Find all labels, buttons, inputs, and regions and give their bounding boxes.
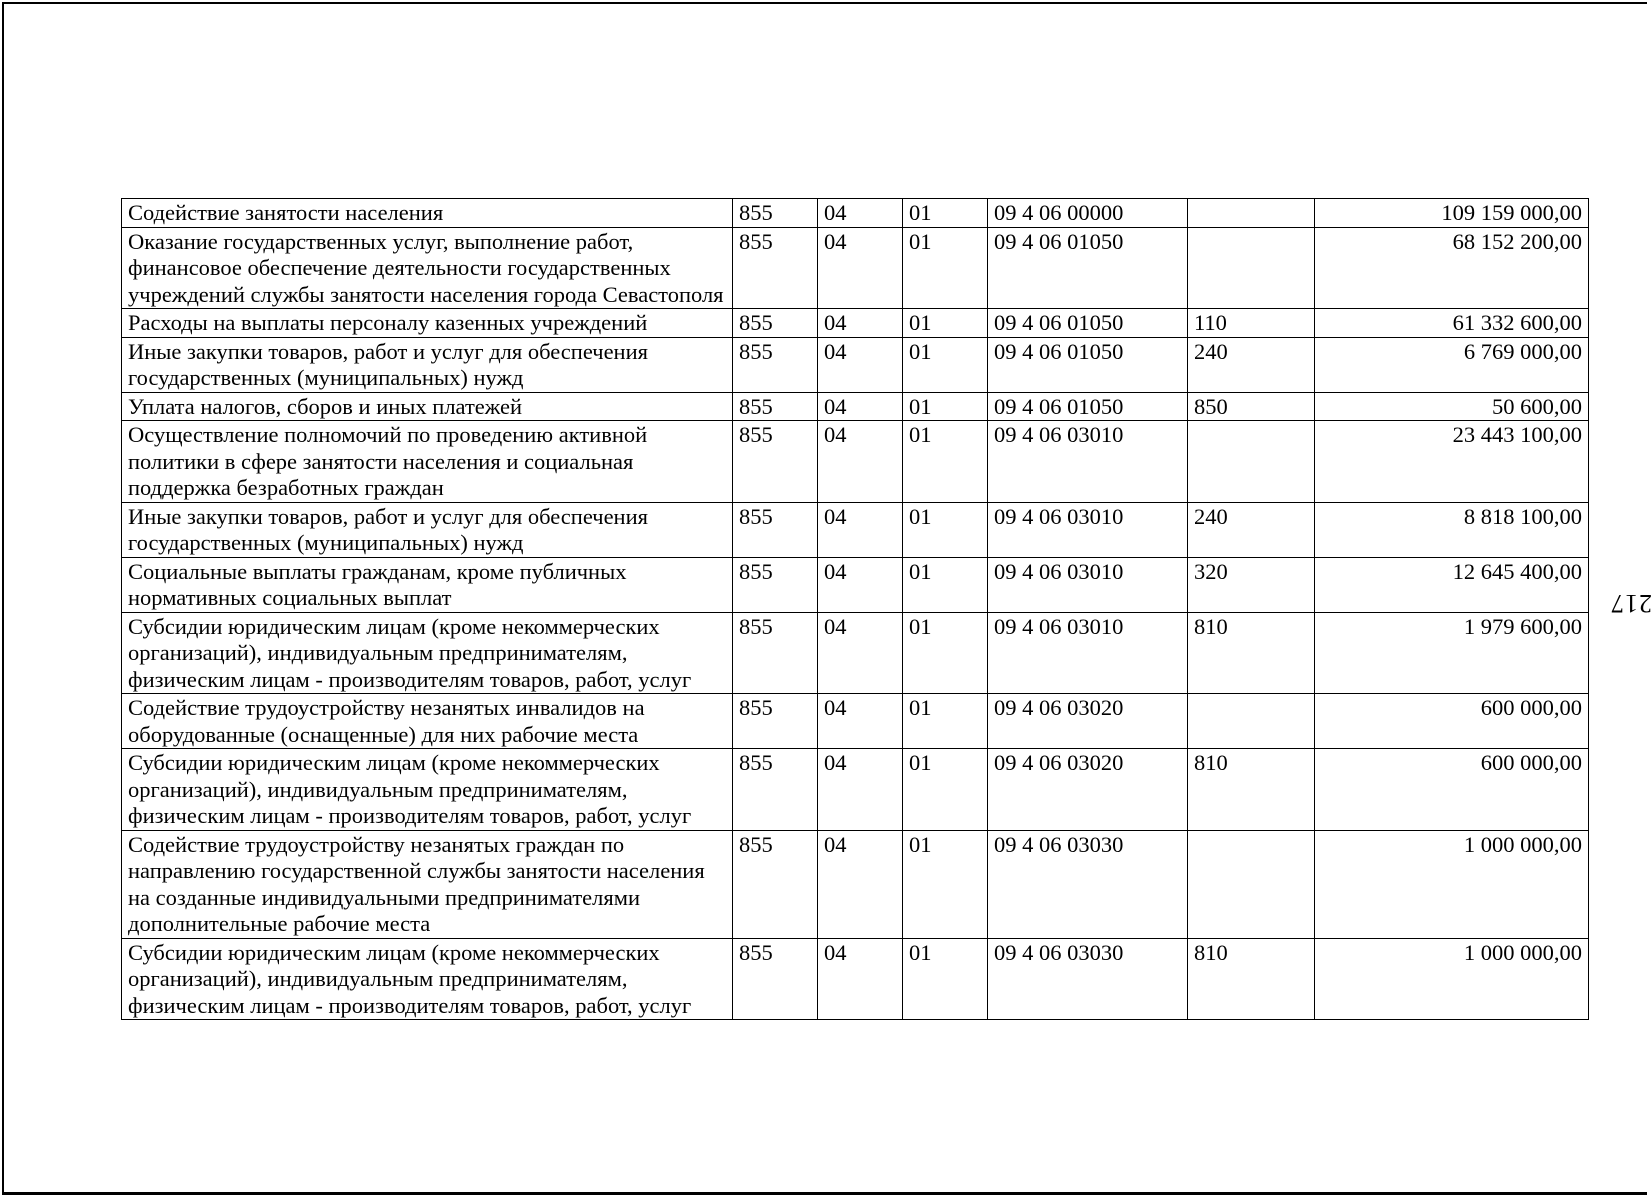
target-article-cell: 09 4 06 01050 <box>988 337 1188 392</box>
table-row <box>122 392 1589 421</box>
table-row <box>122 612 1589 694</box>
section-code-cell: 04 <box>818 309 903 338</box>
amount-cell: 68 152 200,00 <box>1315 227 1589 309</box>
target-article-cell: 09 4 06 03010 <box>988 421 1188 503</box>
section-code-cell: 04 <box>818 938 903 1020</box>
expense-type-cell <box>1188 227 1315 309</box>
section-code-cell: 04 <box>818 557 903 612</box>
section-code-cell: 04 <box>818 749 903 831</box>
amount-cell: 1 979 600,00 <box>1315 612 1589 694</box>
target-article-cell: 09 4 06 03020 <box>988 749 1188 831</box>
section-code-cell: 04 <box>818 502 903 557</box>
subsection-code-cell: 01 <box>903 309 988 338</box>
section-code-cell: 04 <box>818 199 903 228</box>
expense-name-cell: Содействие занятости населения <box>122 199 733 228</box>
ministry-code-cell: 855 <box>733 938 818 1020</box>
amount-cell: 600 000,00 <box>1315 749 1589 831</box>
expense-name-cell: Иные закупки товаров, работ и услуг для обеспечения государственных (муниципальных) нужд <box>122 337 733 392</box>
subsection-code-cell: 01 <box>903 199 988 228</box>
table-row <box>122 199 1589 228</box>
amount-cell: 109 159 000,00 <box>1315 199 1589 228</box>
amount-cell: 1 000 000,00 <box>1315 830 1589 938</box>
target-article-cell: 09 4 06 03030 <box>988 830 1188 938</box>
target-article-cell: 09 4 06 01050 <box>988 392 1188 421</box>
section-code-cell: 04 <box>818 421 903 503</box>
table-row <box>122 309 1589 338</box>
expense-type-cell: 110 <box>1188 309 1315 338</box>
expense-type-cell <box>1188 421 1315 503</box>
expense-name-cell: Субсидии юридическим лицам (кроме некоммерческих организаций), индивидуальным предпринимателям, физическим лицам - производителям товаров, работ, услуг <box>122 612 733 694</box>
expense-type-cell <box>1188 694 1315 749</box>
ministry-code-cell: 855 <box>733 337 818 392</box>
ministry-code-cell: 855 <box>733 612 818 694</box>
expense-type-cell: 810 <box>1188 612 1315 694</box>
expense-name-cell: Субсидии юридическим лицам (кроме некоммерческих организаций), индивидуальным предпринимателям, физическим лицам - производителям товаров, работ, услуг <box>122 749 733 831</box>
expense-type-cell: 810 <box>1188 938 1315 1020</box>
amount-cell: 8 818 100,00 <box>1315 502 1589 557</box>
amount-cell: 61 332 600,00 <box>1315 309 1589 338</box>
expense-name-cell: Осуществление полномочий по проведению активной политики в сфере занятости населения и социальная поддержка безработных граждан <box>122 421 733 503</box>
target-article-cell: 09 4 06 03010 <box>988 502 1188 557</box>
table-row <box>122 557 1589 612</box>
expense-name-cell: Социальные выплаты гражданам, кроме публичных нормативных социальных выплат <box>122 557 733 612</box>
subsection-code-cell: 01 <box>903 557 988 612</box>
ministry-code-cell: 855 <box>733 502 818 557</box>
expense-name-cell: Содействие трудоустройству незанятых граждан по направлению государственной службы занятости населения на созданные индивидуальными предпринимателями дополнительные рабочие места <box>122 830 733 938</box>
subsection-code-cell: 01 <box>903 227 988 309</box>
amount-cell: 600 000,00 <box>1315 694 1589 749</box>
section-code-cell: 04 <box>818 612 903 694</box>
amount-cell: 12 645 400,00 <box>1315 557 1589 612</box>
amount-cell: 1 000 000,00 <box>1315 938 1589 1020</box>
expense-type-cell: 320 <box>1188 557 1315 612</box>
subsection-code-cell: 01 <box>903 612 988 694</box>
ministry-code-cell: 855 <box>733 421 818 503</box>
ministry-code-cell: 855 <box>733 557 818 612</box>
subsection-code-cell: 01 <box>903 502 988 557</box>
target-article-cell: 09 4 06 03020 <box>988 694 1188 749</box>
section-code-cell: 04 <box>818 337 903 392</box>
expense-type-cell <box>1188 199 1315 228</box>
table-row <box>122 227 1589 309</box>
ministry-code-cell: 855 <box>733 749 818 831</box>
ministry-code-cell: 855 <box>733 392 818 421</box>
ministry-code-cell: 855 <box>733 694 818 749</box>
expense-type-cell: 240 <box>1188 502 1315 557</box>
amount-cell: 6 769 000,00 <box>1315 337 1589 392</box>
subsection-code-cell: 01 <box>903 938 988 1020</box>
target-article-cell: 09 4 06 00000 <box>988 199 1188 228</box>
table-row <box>122 749 1589 831</box>
expense-type-cell: 810 <box>1188 749 1315 831</box>
ministry-code-cell: 855 <box>733 227 818 309</box>
table-row <box>122 502 1589 557</box>
subsection-code-cell: 01 <box>903 337 988 392</box>
target-article-cell: 09 4 06 03010 <box>988 612 1188 694</box>
page-number: 217 <box>1610 589 1652 618</box>
ministry-code-cell: 855 <box>733 199 818 228</box>
expense-name-cell: Уплата налогов, сборов и иных платежей <box>122 392 733 421</box>
section-code-cell: 04 <box>818 830 903 938</box>
expense-name-cell: Содействие трудоустройству незанятых инвалидов на оборудованные (оснащенные) для них рабочие места <box>122 694 733 749</box>
subsection-code-cell: 01 <box>903 694 988 749</box>
target-article-cell: 09 4 06 01050 <box>988 227 1188 309</box>
expense-name-cell: Оказание государственных услуг, выполнение работ, финансовое обеспечение деятельности государственных учреждений службы занятости населения города Севастополя <box>122 227 733 309</box>
expense-name-cell: Субсидии юридическим лицам (кроме некоммерческих организаций), индивидуальным предпринимателям, физическим лицам - производителям товаров, работ, услуг <box>122 938 733 1020</box>
section-code-cell: 04 <box>818 227 903 309</box>
table-row <box>122 694 1589 749</box>
table-row <box>122 938 1589 1020</box>
subsection-code-cell: 01 <box>903 421 988 503</box>
ministry-code-cell: 855 <box>733 309 818 338</box>
expense-name-cell: Иные закупки товаров, работ и услуг для обеспечения государственных (муниципальных) нужд <box>122 502 733 557</box>
expense-type-cell: 240 <box>1188 337 1315 392</box>
target-article-cell: 09 4 06 01050 <box>988 309 1188 338</box>
budget-table <box>121 198 1589 1020</box>
subsection-code-cell: 01 <box>903 749 988 831</box>
amount-cell: 50 600,00 <box>1315 392 1589 421</box>
table-row <box>122 830 1589 938</box>
subsection-code-cell: 01 <box>903 392 988 421</box>
section-code-cell: 04 <box>818 392 903 421</box>
table-row <box>122 337 1589 392</box>
amount-cell: 23 443 100,00 <box>1315 421 1589 503</box>
expense-name-cell: Расходы на выплаты персоналу казенных учреждений <box>122 309 733 338</box>
expense-type-cell: 850 <box>1188 392 1315 421</box>
section-code-cell: 04 <box>818 694 903 749</box>
table-row <box>122 421 1589 503</box>
expense-type-cell <box>1188 830 1315 938</box>
ministry-code-cell: 855 <box>733 830 818 938</box>
subsection-code-cell: 01 <box>903 830 988 938</box>
budget-table-body <box>122 199 1589 1020</box>
target-article-cell: 09 4 06 03030 <box>988 938 1188 1020</box>
target-article-cell: 09 4 06 03010 <box>988 557 1188 612</box>
